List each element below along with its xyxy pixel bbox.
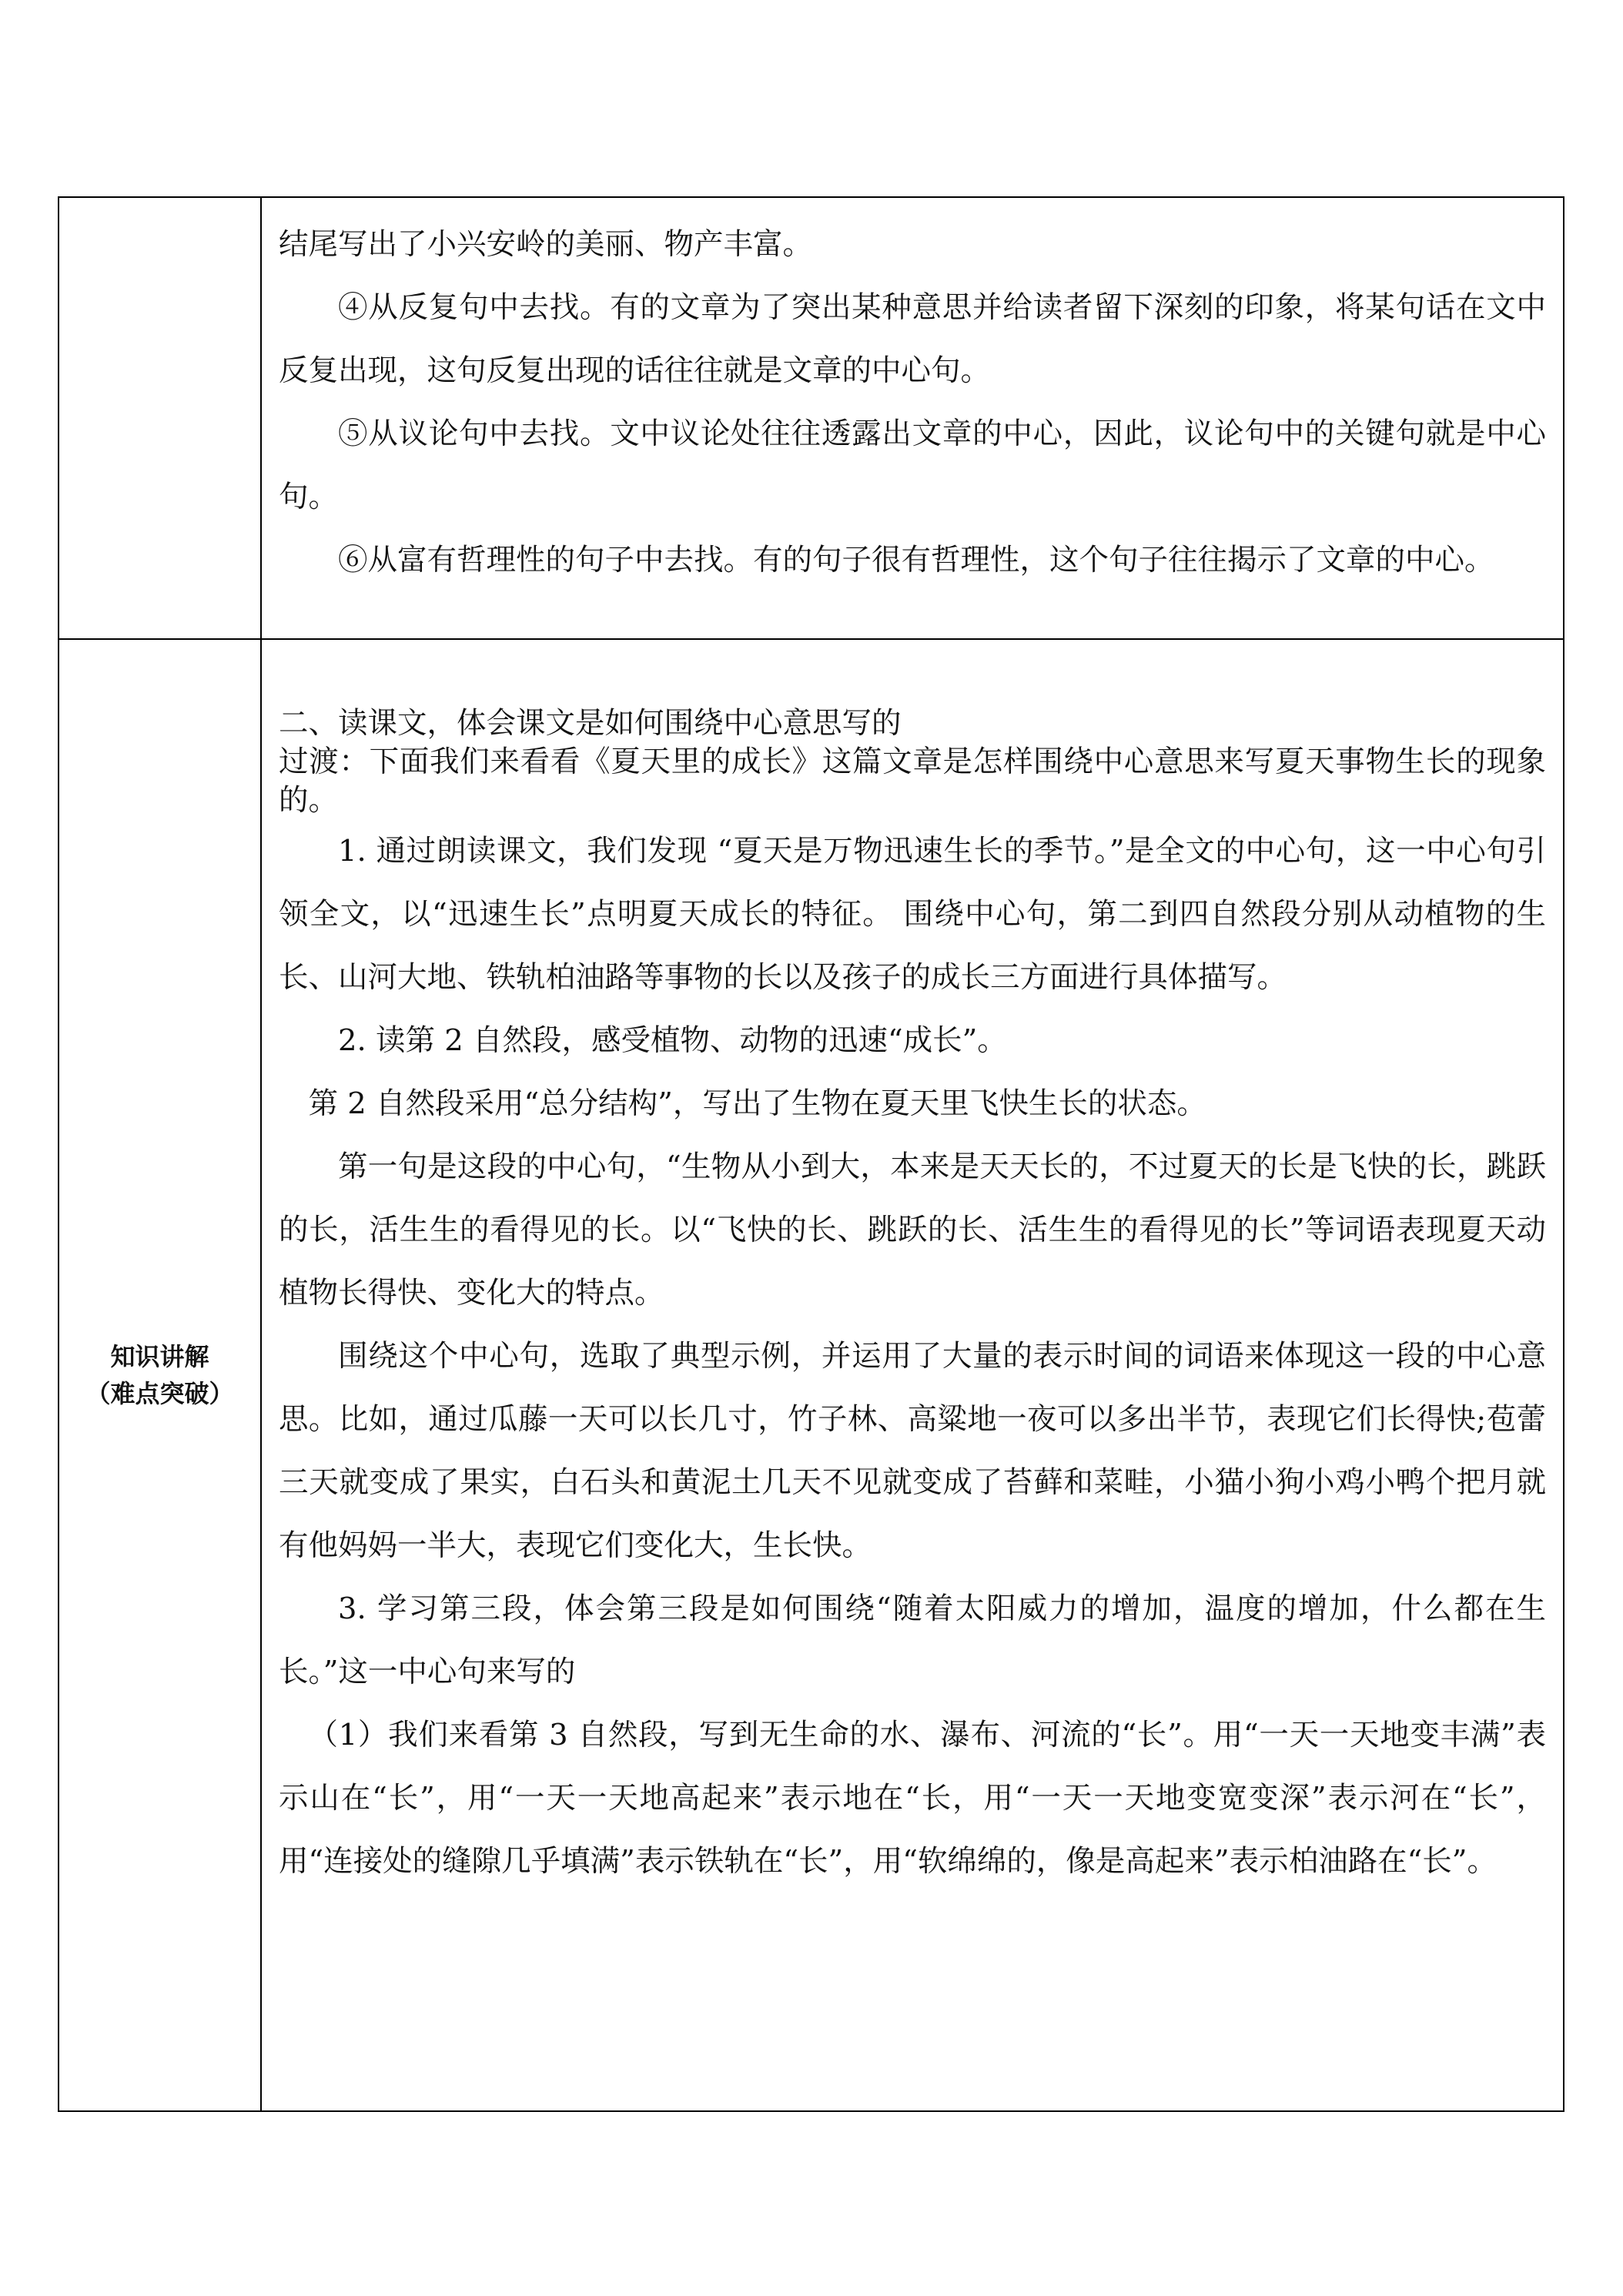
row-label-cell — [59, 639, 261, 2111]
row-content-cell — [261, 639, 1564, 2111]
table-row — [59, 197, 1564, 639]
table-row — [59, 639, 1564, 2111]
row-label-cell — [59, 197, 261, 639]
row-content-cell — [261, 197, 1564, 639]
section-sublabel: （难点突破） — [85, 1379, 234, 1408]
paragraph: 第一句是这段的中心句，“生物从小到大，本来是天天长的，不过夏天的长是飞快的长，跳跃的长，活生生的看得见的长。以“飞快的长、跳跃的长、活生生的看得见的长”等词语表现夏天动植物长得快、变化大的特点。 — [279, 1150, 1546, 1310]
paragraph: ⑤从议论句中去找。文中议论处往往透露出文章的中心，因此，议论句中的关键句就是中心句。 — [279, 417, 1546, 514]
paragraph: 2. 读第 2 自然段，感受植物、动物的迅速“成长”。 — [338, 1023, 1007, 1058]
paragraph: 结尾写出了小兴安岭的美丽、物产丰富。 — [279, 227, 813, 262]
paragraph: ④从反复句中去找。有的文章为了突出某种意思并给读者留下深刻的印象，将某句话在文中反复出现，这句反复出现的话往往就是文章的中心句。 — [279, 290, 1546, 388]
lesson-table — [58, 196, 1564, 2112]
paragraph: 围绕这个中心句，选取了典型示例，并运用了大量的表示时间的词语来体现这一段的中心意思。比如，通过瓜藤一天可以长几寸，竹子林、高粱地一夜可以多出半节，表现它们长得快;苞蕾三天就变成了果实，白石头和黄泥土几天不见就变成了苔藓和菜畦，小猫小狗小鸡小鸭个把月就有他妈妈一半大，表现它们变化大，生长快。 — [279, 1339, 1546, 1563]
paragraph: 过渡：下面我们来看看《夏天里的成长》这篇文章是怎样围绕中心意思来写夏天事物生长的现象的。 — [279, 745, 1546, 818]
paragraph: 3. 学习第三段，体会第三段是如何围绕“随着太阳威力的增加，温度的增加，什么都在生长。”这一中心句来写的 — [279, 1591, 1546, 1689]
paragraph: ⑥从富有哲理性的句子中去找。有的句子很有哲理性，这个句子往往揭示了文章的中心。 — [338, 543, 1494, 577]
paragraph: （1）我们来看第 3 自然段，写到无生命的水、瀑布、河流的“长”。用“一天一天地变丰满”表示山在“长”，用“一天一天地高起来”表示地在“长，用“一天一天地变宽变深”表示河在“长”，用“连接处的缝隙几乎填满”表示铁轨在“长”，用“软绵绵的，像是高起来”表示柏油路在“长”。 — [279, 1718, 1546, 1879]
section-label: 知识讲解 — [110, 1342, 209, 1371]
paragraph: 二、读课文，体会课文是如何围绕中心意思写的 — [279, 706, 902, 741]
content-block — [262, 198, 1563, 592]
paragraph: 第 2 自然段采用“总分结构”，写出了生物在夏天里飞快生长的状态。 — [308, 1086, 1206, 1121]
content-block — [262, 640, 1563, 1893]
paragraph: 1. 通过朗读课文，我们发现 “夏天是万物迅速生长的季节。”是全文的中心句，这一中心句引领全文，以“迅速生长”点明夏天成长的特征。 围绕中心句，第二到四自然段分别从动植物的生长、山河大地、铁轨柏油路等事物的长以及孩子的成长三方面进行具体描写。 — [279, 834, 1546, 995]
